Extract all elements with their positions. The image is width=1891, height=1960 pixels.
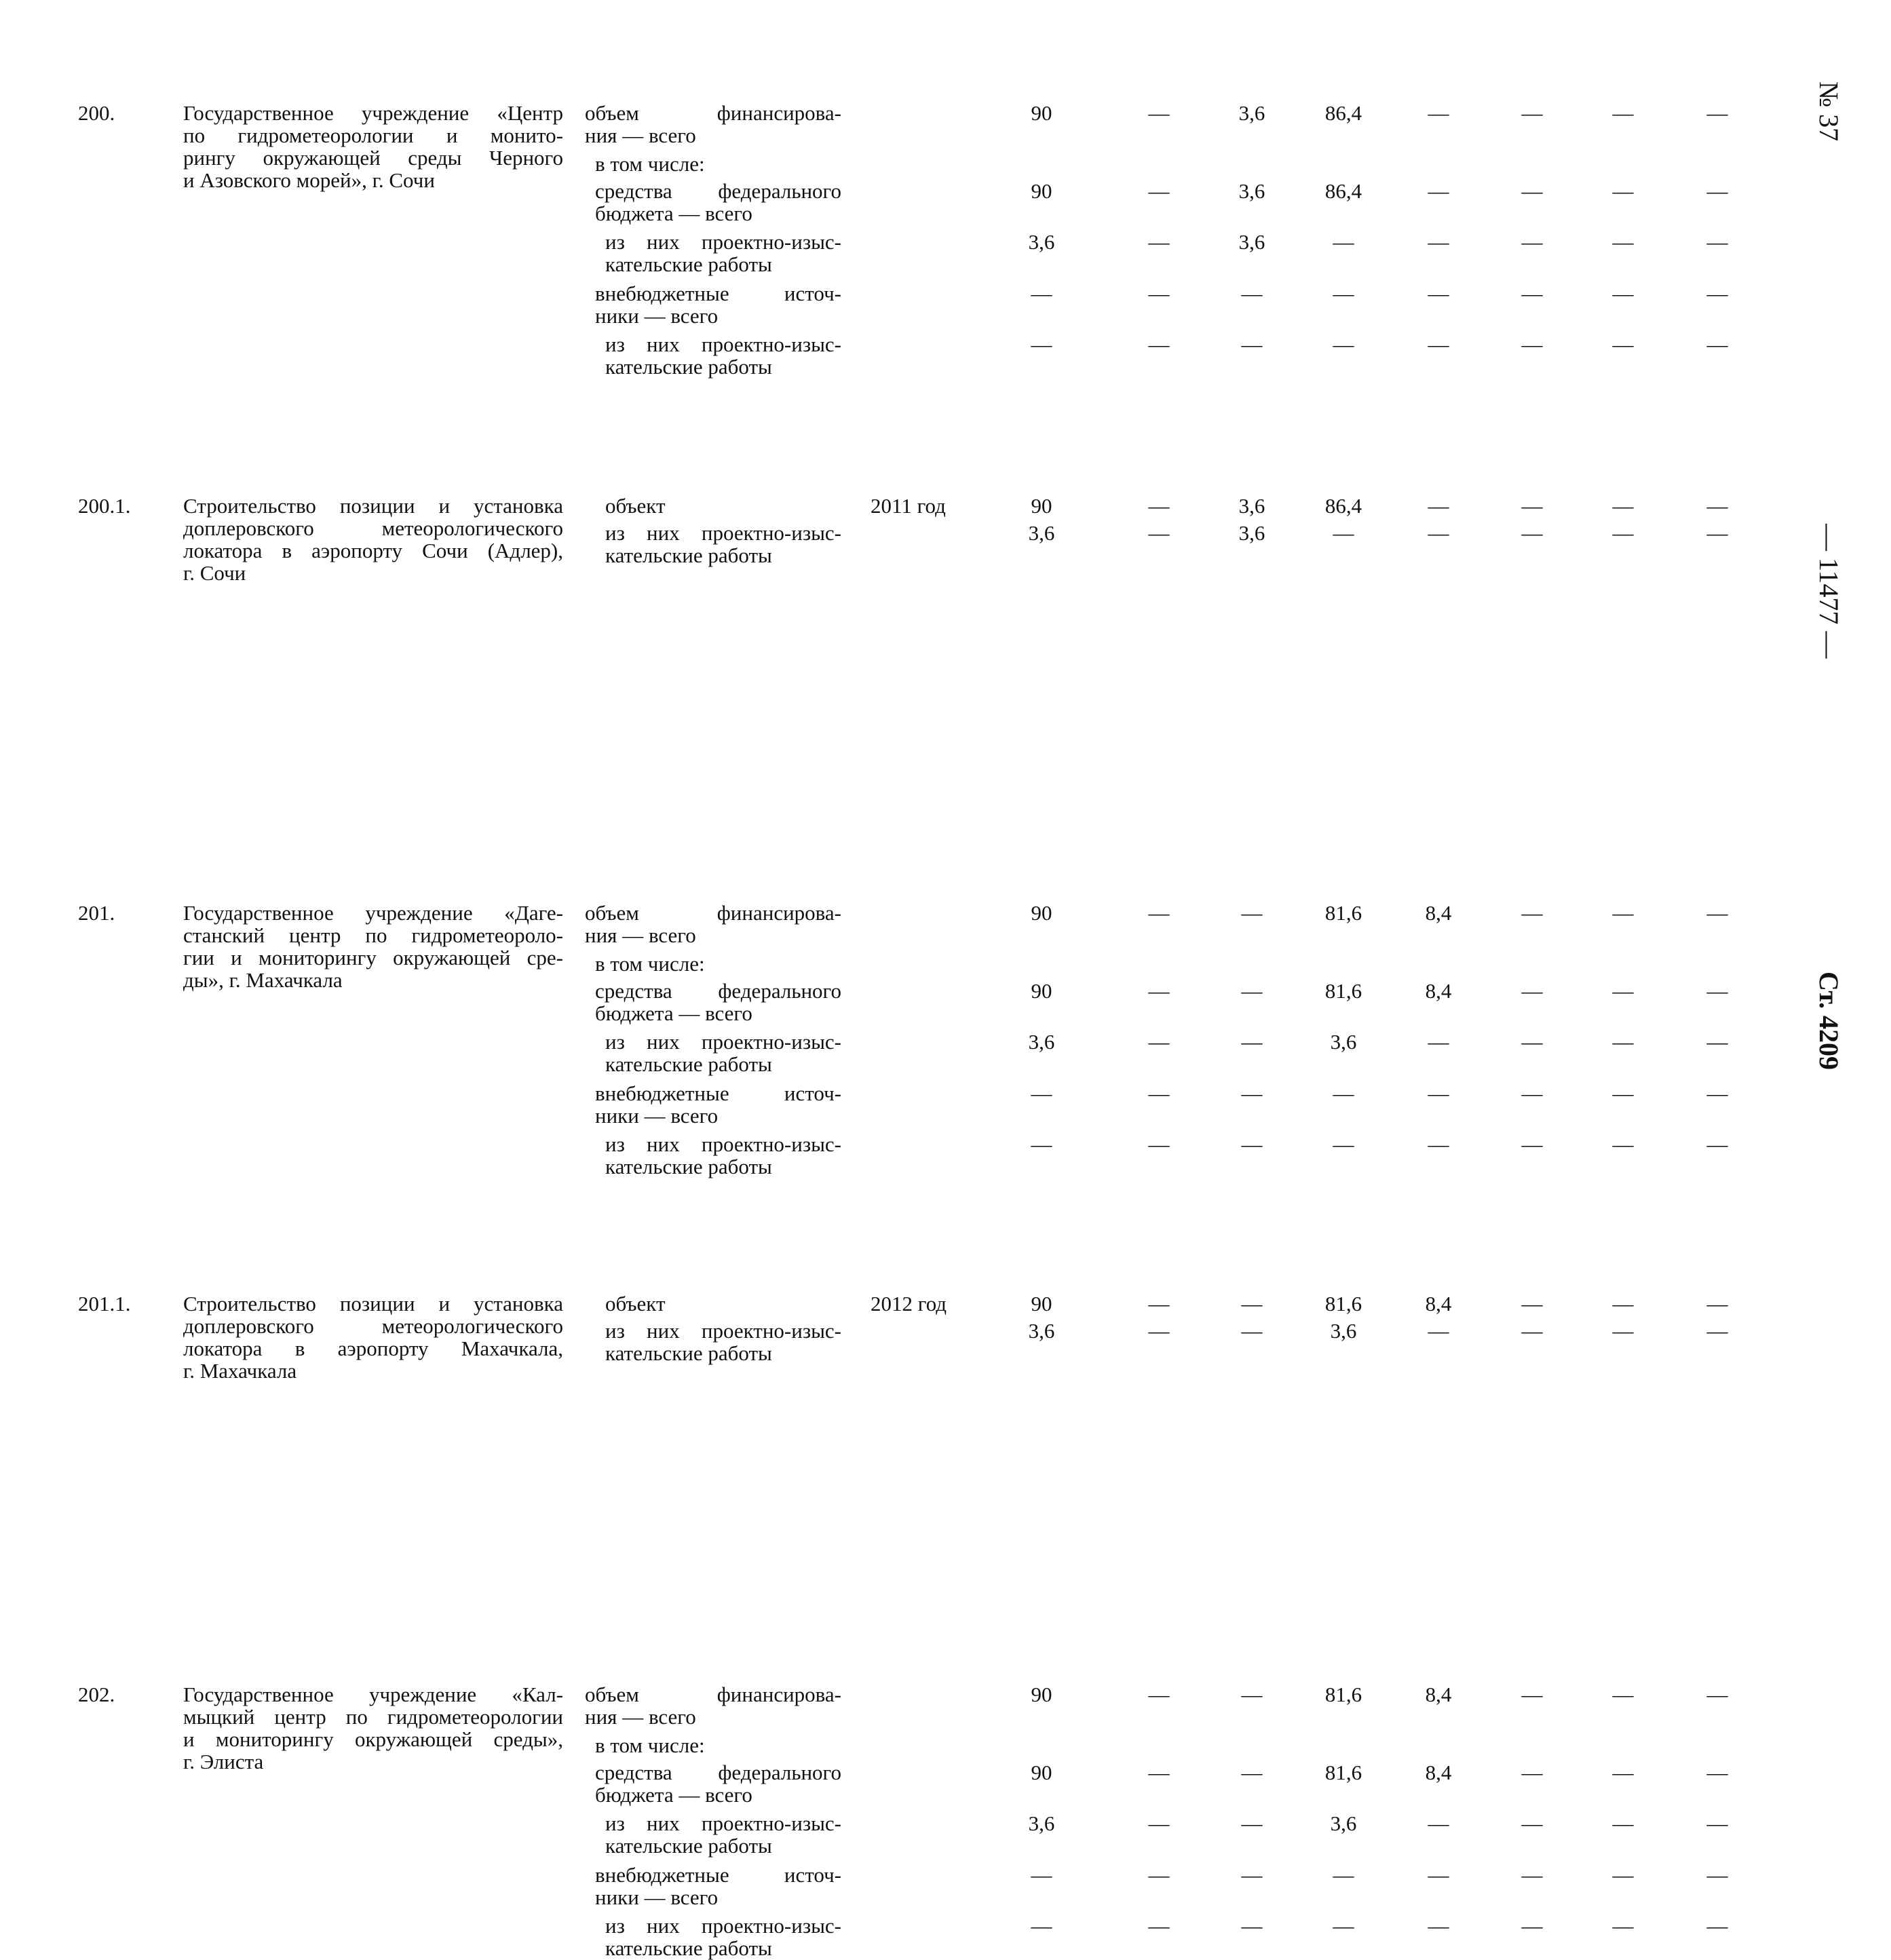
funding-label: [595, 180, 841, 225]
value-cell: 81,6: [1324, 1292, 1362, 1315]
funding-label-line: объем финансирова-: [585, 901, 841, 925]
value-cell: —: [1612, 979, 1634, 1003]
funding-label-line: ния — всего: [585, 123, 696, 147]
description-line: мыцкий центр по гидрометеорологии: [183, 1705, 563, 1729]
funding-label-line: из них проектно-изыс-: [605, 1811, 841, 1835]
value-cell: —: [1428, 282, 1449, 305]
funding-label: [585, 102, 841, 147]
value-cell: —: [1148, 1292, 1170, 1315]
value-cell: —: [1148, 494, 1170, 518]
value-cell: —: [1241, 1914, 1263, 1938]
value-cell: —: [1428, 1811, 1449, 1835]
funding-label: [605, 495, 841, 517]
value-cell: —: [1521, 1863, 1543, 1887]
value-cell: 3,6: [1330, 1030, 1357, 1054]
value-cell: —: [1706, 901, 1728, 925]
value-cell: —: [1612, 1030, 1634, 1054]
value-cell: —: [1241, 1319, 1263, 1343]
value-cell: —: [1612, 521, 1634, 545]
value-cell: —: [1428, 1132, 1449, 1156]
value-cell: —: [1706, 1914, 1728, 1938]
value-cell: —: [1706, 979, 1728, 1003]
value-cell: —: [1706, 1761, 1728, 1784]
value-cell: —: [1612, 282, 1634, 305]
description-line: г. Сочи: [183, 561, 246, 585]
issue-number: № 37: [1814, 81, 1844, 142]
funding-label-line: в том числе:: [595, 152, 705, 176]
value-cell: 90: [1031, 901, 1052, 925]
description-line: доплеровского метеорологического: [183, 516, 563, 540]
value-cell: 3,6: [1238, 521, 1265, 545]
funding-label-line: кательские работы: [605, 1052, 772, 1076]
value-cell: —: [1521, 101, 1543, 125]
funding-label-line: ния — всего: [585, 1705, 696, 1729]
value-cell: —: [1612, 494, 1634, 518]
row-year: 2011 год: [871, 494, 946, 518]
value-cell: —: [1706, 282, 1728, 305]
funding-label-line: бюджета — всего: [595, 1783, 752, 1807]
funding-label-line: объем финансирова-: [585, 101, 841, 125]
funding-label-line: объект: [605, 494, 666, 518]
description-line: Государственное учреждение «Даге-: [183, 901, 563, 925]
value-cell: —: [1706, 101, 1728, 125]
value-cell: —: [1612, 1319, 1634, 1343]
value-cell: —: [1333, 1914, 1354, 1938]
value-cell: —: [1241, 1863, 1263, 1887]
description-line: г. Махачкала: [183, 1359, 297, 1383]
funding-label: [595, 1761, 841, 1806]
value-cell: —: [1521, 332, 1543, 356]
value-cell: —: [1428, 494, 1449, 518]
description-line: Государственное учреждение «Кал-: [183, 1683, 563, 1706]
funding-label: [595, 282, 841, 327]
value-cell: 3,6: [1238, 101, 1265, 125]
value-cell: —: [1241, 1292, 1263, 1315]
description-line: Строительство позиции и установка: [183, 1292, 563, 1315]
value-cell: —: [1148, 979, 1170, 1003]
value-cell: —: [1148, 1811, 1170, 1835]
row-id: 200.1.: [78, 494, 131, 518]
value-cell: 3,6: [1238, 179, 1265, 203]
value-cell: —: [1521, 179, 1543, 203]
value-cell: —: [1612, 1863, 1634, 1887]
value-cell: 8,4: [1425, 979, 1452, 1003]
funding-label-line: внебюджетные источ-: [595, 1081, 841, 1105]
value-cell: —: [1148, 1030, 1170, 1054]
value-cell: —: [1333, 1081, 1354, 1105]
value-cell: —: [1428, 1863, 1449, 1887]
funding-label-line: из них проектно-изыс-: [605, 230, 841, 254]
article-number: Ст. 4209: [1814, 972, 1844, 1070]
row-description: [183, 1292, 563, 1382]
row-id: 200.: [78, 101, 115, 125]
value-cell: —: [1706, 179, 1728, 203]
value-cell: —: [1148, 332, 1170, 356]
value-cell: —: [1706, 230, 1728, 254]
value-cell: —: [1612, 1914, 1634, 1938]
value-cell: 3,6: [1028, 1811, 1055, 1835]
description-line: Строительство позиции и установка: [183, 494, 563, 518]
value-cell: —: [1241, 1081, 1263, 1105]
value-cell: —: [1031, 1914, 1052, 1938]
row-description: [183, 102, 563, 191]
value-cell: —: [1428, 521, 1449, 545]
value-cell: —: [1521, 521, 1543, 545]
value-cell: —: [1521, 282, 1543, 305]
funding-label-line: средства федерального: [595, 1761, 841, 1784]
row-id: 201.1.: [78, 1292, 131, 1315]
value-cell: —: [1521, 1761, 1543, 1784]
funding-label-line: из них проектно-изыс-: [605, 332, 841, 356]
value-cell: —: [1521, 494, 1543, 518]
value-cell: —: [1612, 901, 1634, 925]
value-cell: —: [1521, 1683, 1543, 1706]
value-cell: 90: [1031, 1292, 1052, 1315]
funding-label: [605, 1292, 841, 1315]
value-cell: —: [1148, 1319, 1170, 1343]
row-id: 201.: [78, 901, 115, 925]
page-number: — 11477 —: [1814, 524, 1844, 659]
value-cell: —: [1706, 1292, 1728, 1315]
value-cell: —: [1241, 1683, 1263, 1706]
value-cell: —: [1521, 1081, 1543, 1105]
value-cell: —: [1706, 521, 1728, 545]
value-cell: —: [1428, 101, 1449, 125]
funding-label-line: объем финансирова-: [585, 1683, 841, 1706]
value-cell: —: [1521, 979, 1543, 1003]
funding-label-line: внебюджетные источ-: [595, 282, 841, 305]
value-cell: 81,6: [1324, 979, 1362, 1003]
funding-label: [605, 333, 841, 378]
value-cell: —: [1241, 1811, 1263, 1835]
funding-label-line: из них проектно-изыс-: [605, 1319, 841, 1343]
value-cell: —: [1428, 1319, 1449, 1343]
row-id: 202.: [78, 1683, 115, 1706]
funding-label-line: внебюджетные источ-: [595, 1863, 841, 1887]
value-cell: 90: [1031, 979, 1052, 1003]
value-cell: —: [1521, 1030, 1543, 1054]
description-line: локатора в аэропорту Махачкала,: [183, 1337, 563, 1360]
funding-label-line: кательские работы: [605, 1936, 772, 1960]
value-cell: —: [1521, 901, 1543, 925]
row-description: [183, 1683, 563, 1773]
funding-label: [605, 1133, 841, 1178]
funding-label: [595, 1082, 841, 1127]
description-line: по гидрометеорологии и монито-: [183, 123, 563, 147]
funding-label-line: кательские работы: [605, 252, 772, 276]
description-line: рингу окружающей среды Черного: [183, 146, 563, 170]
description-line: и Азовского морей», г. Сочи: [183, 168, 435, 192]
value-cell: 3,6: [1238, 230, 1265, 254]
value-cell: —: [1521, 1292, 1543, 1315]
value-cell: —: [1148, 179, 1170, 203]
funding-label-line: из них проектно-изыс-: [605, 1132, 841, 1156]
value-cell: —: [1148, 901, 1170, 925]
value-cell: —: [1241, 1030, 1263, 1054]
value-cell: —: [1428, 179, 1449, 203]
description-line: г. Элиста: [183, 1750, 264, 1773]
value-cell: 3,6: [1238, 494, 1265, 518]
row-description: [183, 902, 563, 991]
value-cell: —: [1612, 230, 1634, 254]
value-cell: 90: [1031, 1683, 1052, 1706]
value-cell: —: [1241, 1761, 1263, 1784]
value-cell: —: [1031, 1081, 1052, 1105]
funding-label: [595, 153, 841, 175]
value-cell: —: [1612, 1292, 1634, 1315]
value-cell: —: [1706, 1030, 1728, 1054]
value-cell: —: [1706, 1811, 1728, 1835]
description-line: станский центр по гидрометеороло-: [183, 923, 563, 947]
funding-label: [605, 1031, 841, 1075]
value-cell: —: [1612, 1081, 1634, 1105]
funding-label: [605, 1320, 841, 1364]
funding-label: [585, 902, 841, 946]
funding-label: [605, 1915, 841, 1959]
funding-label: [605, 1812, 841, 1857]
value-cell: —: [1612, 332, 1634, 356]
value-cell: —: [1706, 1132, 1728, 1156]
funding-label-line: кательские работы: [605, 355, 772, 379]
value-cell: —: [1148, 101, 1170, 125]
value-cell: —: [1521, 1132, 1543, 1156]
value-cell: —: [1333, 521, 1354, 545]
funding-label-line: из них проектно-изыс-: [605, 1914, 841, 1938]
value-cell: —: [1612, 179, 1634, 203]
value-cell: 90: [1031, 494, 1052, 518]
value-cell: 8,4: [1425, 901, 1452, 925]
value-cell: —: [1521, 1319, 1543, 1343]
value-cell: —: [1031, 282, 1052, 305]
value-cell: —: [1031, 332, 1052, 356]
funding-label-line: объект: [605, 1292, 666, 1315]
value-cell: —: [1333, 332, 1354, 356]
value-cell: —: [1333, 282, 1354, 305]
value-cell: —: [1148, 1761, 1170, 1784]
value-cell: 86,4: [1324, 494, 1362, 518]
value-cell: 3,6: [1330, 1811, 1357, 1835]
value-cell: 90: [1031, 179, 1052, 203]
value-cell: —: [1241, 901, 1263, 925]
row-description: [183, 495, 563, 584]
value-cell: —: [1612, 1683, 1634, 1706]
value-cell: —: [1612, 1132, 1634, 1156]
description-line: ды», г. Махачкала: [183, 968, 343, 992]
funding-label-line: ния — всего: [585, 923, 696, 947]
value-cell: —: [1031, 1863, 1052, 1887]
value-cell: —: [1428, 1914, 1449, 1938]
value-cell: —: [1706, 1081, 1728, 1105]
funding-label-line: ники — всего: [595, 304, 719, 328]
value-cell: —: [1521, 1914, 1543, 1938]
value-cell: 8,4: [1425, 1683, 1452, 1706]
funding-label: [595, 1864, 841, 1908]
value-cell: 3,6: [1028, 521, 1055, 545]
funding-label-line: средства федерального: [595, 979, 841, 1003]
value-cell: —: [1333, 230, 1354, 254]
funding-label-line: ники — всего: [595, 1885, 719, 1909]
funding-label: [595, 953, 841, 975]
value-cell: —: [1148, 1914, 1170, 1938]
value-cell: —: [1706, 494, 1728, 518]
value-cell: 81,6: [1324, 1761, 1362, 1784]
funding-label-line: бюджета — всего: [595, 201, 752, 225]
value-cell: —: [1333, 1863, 1354, 1887]
value-cell: —: [1428, 1030, 1449, 1054]
funding-label-line: кательские работы: [605, 1155, 772, 1178]
value-cell: —: [1148, 1863, 1170, 1887]
value-cell: —: [1148, 1132, 1170, 1156]
funding-label-line: средства федерального: [595, 179, 841, 203]
value-cell: —: [1612, 1761, 1634, 1784]
funding-label-line: кательские работы: [605, 1341, 772, 1365]
value-cell: 3,6: [1028, 230, 1055, 254]
value-cell: 3,6: [1028, 1030, 1055, 1054]
value-cell: 81,6: [1324, 901, 1362, 925]
description-line: и мониторингу окружающей среды»,: [183, 1727, 563, 1751]
value-cell: —: [1428, 1081, 1449, 1105]
funding-label: [605, 522, 841, 566]
value-cell: —: [1148, 1683, 1170, 1706]
value-cell: 90: [1031, 1761, 1052, 1784]
value-cell: —: [1428, 230, 1449, 254]
funding-label-line: в том числе:: [595, 1733, 705, 1757]
value-cell: —: [1031, 1132, 1052, 1156]
value-cell: —: [1706, 1319, 1728, 1343]
value-cell: 3,6: [1330, 1319, 1357, 1343]
value-cell: —: [1706, 1863, 1728, 1887]
funding-label-line: в том числе:: [595, 952, 705, 976]
value-cell: 8,4: [1425, 1761, 1452, 1784]
value-cell: 3,6: [1028, 1319, 1055, 1343]
value-cell: 81,6: [1324, 1683, 1362, 1706]
value-cell: 90: [1031, 101, 1052, 125]
description-line: локатора в аэропорту Сочи (Адлер),: [183, 539, 563, 562]
value-cell: —: [1148, 230, 1170, 254]
funding-label-line: ники — всего: [595, 1104, 719, 1128]
value-cell: —: [1706, 332, 1728, 356]
value-cell: —: [1241, 979, 1263, 1003]
description-line: Государственное учреждение «Центр: [183, 101, 563, 125]
row-year: 2012 год: [871, 1292, 947, 1315]
funding-label-line: кательские работы: [605, 543, 772, 567]
value-cell: 86,4: [1324, 179, 1362, 203]
description-line: доплеровского метеорологического: [183, 1314, 563, 1338]
value-cell: 86,4: [1324, 101, 1362, 125]
value-cell: —: [1241, 1132, 1263, 1156]
value-cell: —: [1428, 332, 1449, 356]
funding-label: [605, 231, 841, 275]
funding-label: [595, 1734, 841, 1756]
funding-label-line: бюджета — всего: [595, 1001, 752, 1025]
value-cell: —: [1148, 521, 1170, 545]
description-line: гии и мониторингу окружающей сре-: [183, 946, 563, 969]
value-cell: —: [1612, 1811, 1634, 1835]
value-cell: —: [1333, 1132, 1354, 1156]
value-cell: —: [1521, 1811, 1543, 1835]
value-cell: —: [1521, 230, 1543, 254]
value-cell: —: [1148, 1081, 1170, 1105]
value-cell: 8,4: [1425, 1292, 1452, 1315]
value-cell: —: [1148, 282, 1170, 305]
funding-label: [595, 980, 841, 1024]
funding-label: [585, 1683, 841, 1728]
funding-label-line: кательские работы: [605, 1834, 772, 1858]
value-cell: —: [1241, 332, 1263, 356]
value-cell: —: [1241, 282, 1263, 305]
funding-label-line: из них проектно-изыс-: [605, 521, 841, 545]
funding-label-line: из них проектно-изыс-: [605, 1030, 841, 1054]
value-cell: —: [1706, 1683, 1728, 1706]
value-cell: —: [1612, 101, 1634, 125]
